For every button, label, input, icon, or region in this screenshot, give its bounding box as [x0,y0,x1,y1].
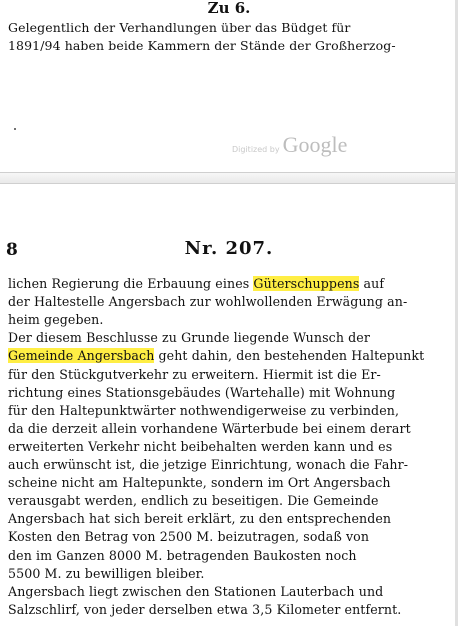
watermark-prefix: Digitized by [232,145,280,154]
text-line [8,311,438,328]
line-text: auf [359,276,385,291]
line-text: da die derzeit allein vorhandene Wärterbude bei einem derart [8,420,411,436]
line-text: für den Haltepunktwärter nothwendigerweise zu verbinden, [8,402,400,418]
text-line: Gelegentlich der Verhandlungen über das Büdget für [8,20,351,35]
line-text: Angersbach liegt zwischen den Stationen Lauterbach und [8,583,384,599]
text-line [8,474,438,491]
line-text: Angersbach hat sich bereit erklärt, zu den entsprechenden [8,511,392,527]
text-line [8,492,438,509]
page-separator [0,172,458,184]
line-text: lichen Regierung die Erbauung eines [8,276,254,291]
google-logo: Google [282,132,348,157]
text-line [8,565,438,582]
line-text: geht dahin, den bestehenden Haltepunkt [154,348,425,364]
text-line [8,420,438,437]
line-text: Salzschlirf, von jeder derselben etwa 3,5 Kilometer entfernt. [8,601,402,617]
text-line [8,275,438,292]
line-text: richtung eines Stationsgebäudes (Wartehalle) mit Wohnung [8,384,396,400]
text-line [8,438,438,455]
text-line [8,293,438,310]
highlighted-term: Gemeinde Angersbach [8,348,155,364]
text-line: 1891/94 haben beide Kammern der Stände der Großherzog- [8,38,396,53]
text-line [8,329,438,346]
section-heading: Zu 6. [207,0,251,17]
page-number: 8 [6,240,18,260]
line-text: 5500 M. zu bewilligen bleiber. [8,565,205,581]
text-line [8,583,438,600]
text-line [8,347,438,364]
highlighted-term: Güterschuppens [253,276,360,291]
google-watermark [232,132,347,158]
line-text: der Haltestelle Angersbach zur wohlwollenden Erwägung an- [8,294,408,310]
line-text: den im Ganzen 8000 M. betragenden Baukosten noch [8,547,357,563]
line-text: Kosten den Betrag von 2500 M. beizutragen, sodaß von [8,529,370,545]
text-line [8,601,438,618]
text-line [8,402,438,419]
line-text: für den Stückgutverkehr zu erweitern. Hiermit ist die Er- [8,366,381,382]
text-line [8,547,438,564]
line-text: Der diesem Beschlusse zu Grunde liegende Wunsch der [8,330,370,346]
speck [14,128,16,130]
line-text: heim gegeben. [8,312,104,328]
upper-page [0,0,458,172]
text-line [8,510,438,527]
line-text: auch erwünscht ist, die jetzige Einrichtung, wonach die Fahr- [8,457,409,472]
text-line [8,384,438,401]
text-line [8,528,438,545]
page-title: Nr. 207. [184,238,274,259]
text-line [8,456,438,473]
text-line [8,366,438,383]
line-text: erweiterten Verkehr nicht beibehalten werden kann und es [8,438,393,454]
line-text: scheine nicht am Haltepunkte, sondern im Ort Angersbach [8,475,391,491]
line-text: verausgabt werden, endlich zu beseitigen. Die Gemeinde [8,493,379,509]
